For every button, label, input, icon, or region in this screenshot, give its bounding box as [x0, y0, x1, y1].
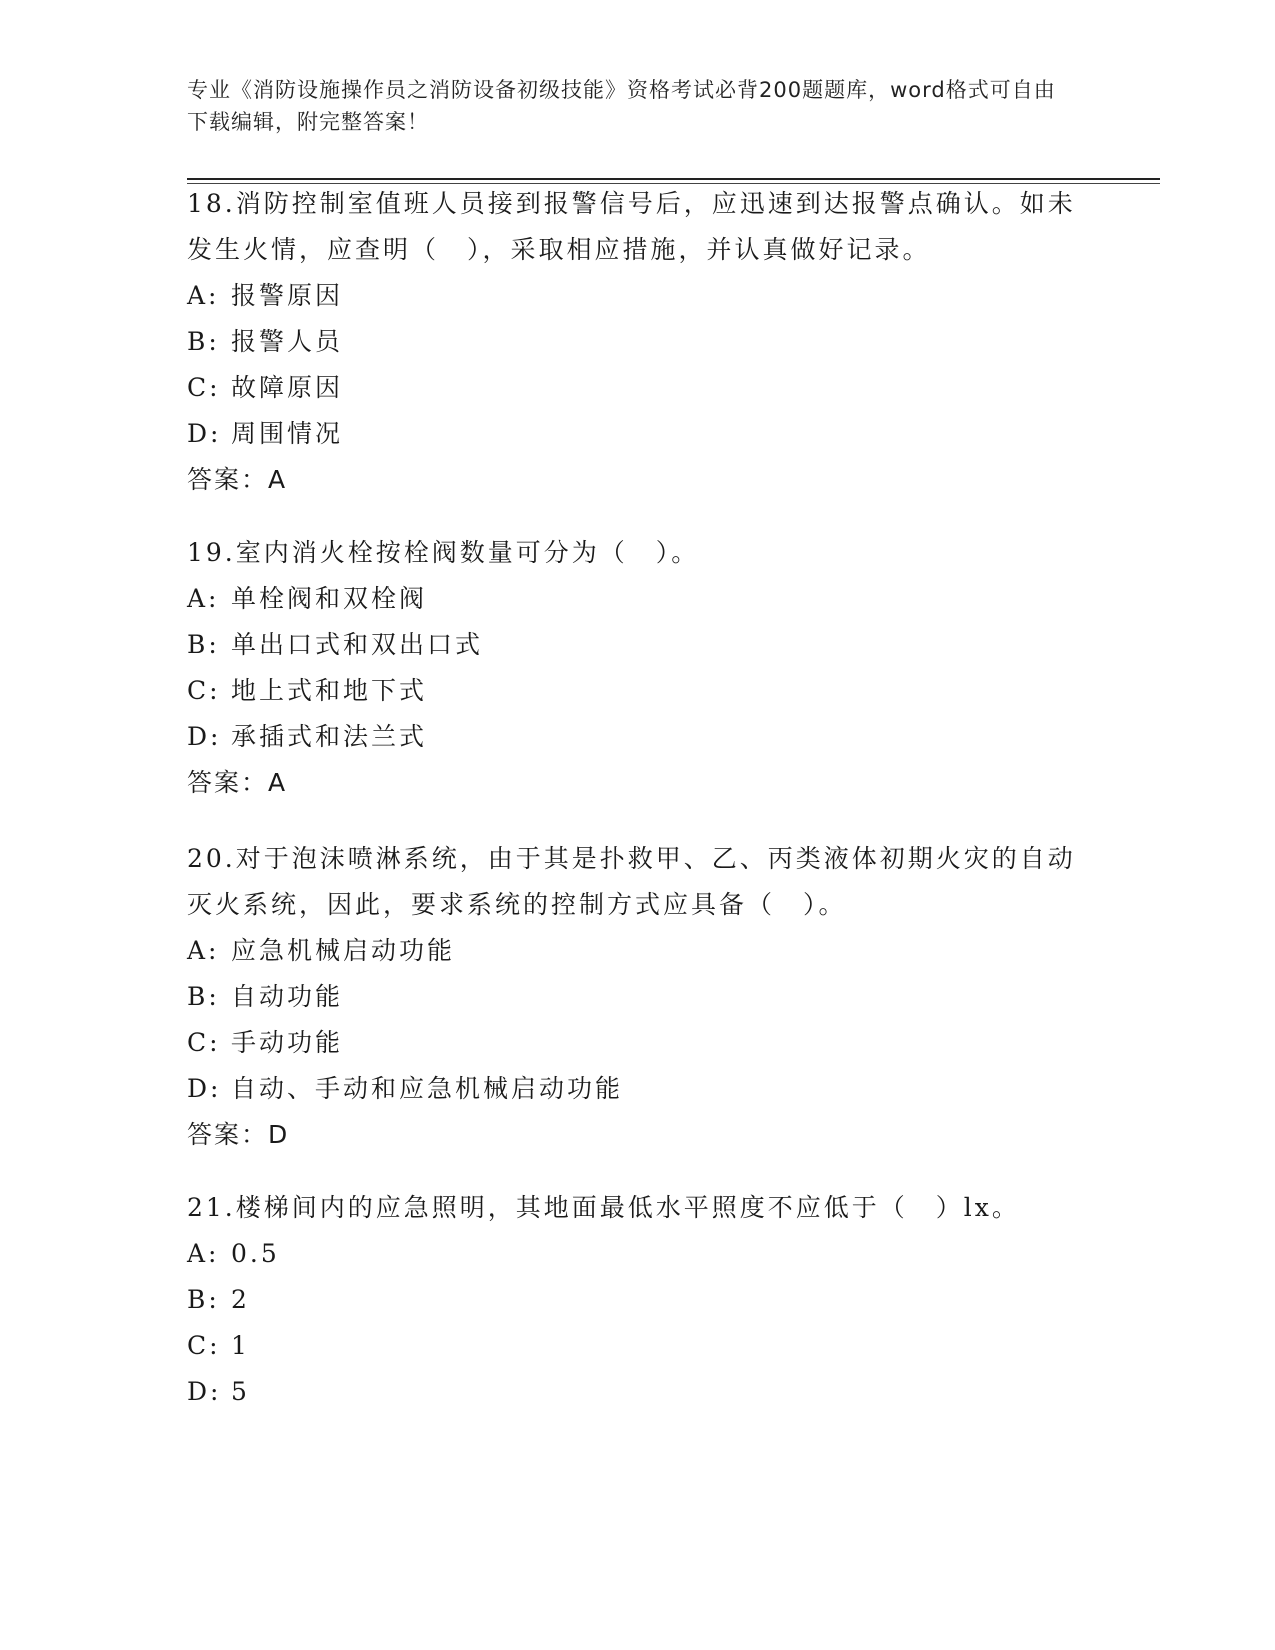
option-text: 地上式和地下式	[231, 676, 428, 705]
option-text: 自动、手动和应急机械启动功能	[231, 1074, 624, 1103]
option-key: C:	[187, 373, 221, 402]
question-21	[187, 1185, 1087, 1415]
option-key: B:	[187, 327, 220, 356]
question-18	[187, 181, 1087, 503]
question-20	[187, 836, 1087, 1158]
option-d	[187, 411, 1087, 457]
option-a	[187, 1231, 1087, 1277]
option-key: A:	[187, 281, 220, 310]
option-c	[187, 1020, 1087, 1066]
option-c	[187, 365, 1087, 411]
option-a	[187, 273, 1087, 319]
header-divider-thick	[187, 178, 1160, 180]
option-key: D:	[187, 1377, 222, 1406]
option-b	[187, 622, 1087, 668]
option-b	[187, 1277, 1087, 1323]
option-text: 报警人员	[231, 327, 344, 356]
option-text: 承插式和法兰式	[231, 722, 428, 751]
option-text: 手动功能	[231, 1028, 344, 1057]
question-19	[187, 530, 1087, 806]
option-d	[187, 1066, 1087, 1112]
option-text: 报警原因	[231, 281, 344, 310]
option-c	[187, 1323, 1087, 1369]
option-key: C:	[187, 1028, 221, 1057]
option-key: B:	[187, 1285, 220, 1314]
option-b	[187, 974, 1087, 1020]
option-key: A:	[187, 584, 220, 613]
option-key: C:	[187, 1331, 221, 1360]
option-text: 周围情况	[231, 419, 344, 448]
option-text: 故障原因	[231, 373, 344, 402]
option-key: D:	[187, 419, 222, 448]
option-text: 1	[231, 1331, 250, 1360]
option-key: A:	[187, 936, 220, 965]
answer-line: 答案：D	[187, 1120, 290, 1149]
question-stem: 21.楼梯间内的应急照明，其地面最低水平照度不应低于（ ）lx。	[187, 1193, 1020, 1222]
option-text: 单出口式和双出口式	[231, 630, 484, 659]
option-key: B:	[187, 630, 220, 659]
option-text: 应急机械启动功能	[231, 936, 456, 965]
option-text: 自动功能	[231, 982, 344, 1011]
option-c	[187, 668, 1087, 714]
option-key: A:	[187, 1239, 220, 1268]
option-key: D:	[187, 722, 222, 751]
option-a	[187, 576, 1087, 622]
option-a	[187, 928, 1087, 974]
question-stem: 18.消防控制室值班人员接到报警信号后，应迅速到达报警点确认。如未发生火情，应查明（ ），采取相应措施，并认真做好记录。	[187, 189, 1076, 264]
option-text: 5	[231, 1377, 250, 1406]
option-text: 2	[231, 1285, 250, 1314]
question-stem: 19.室内消火栓按栓阀数量可分为（ ）。	[187, 538, 700, 567]
option-text: 单栓阀和双栓阀	[231, 584, 428, 613]
option-key: C:	[187, 676, 221, 705]
option-d	[187, 714, 1087, 760]
question-stem: 20.对于泡沫喷淋系统，由于其是扑救甲、乙、丙类液体初期火灾的自动灭火系统，因此，要求系统的控制方式应具备（ ）。	[187, 844, 1076, 919]
answer-line: 答案：A	[187, 768, 288, 797]
option-d	[187, 1369, 1087, 1415]
option-key: D:	[187, 1074, 222, 1103]
answer-line: 答案：A	[187, 465, 288, 494]
option-b	[187, 319, 1087, 365]
option-key: B:	[187, 982, 220, 1011]
option-text: 0.5	[231, 1239, 280, 1268]
document-header: 专业《消防设施操作员之消防设备初级技能》资格考试必背200题题库，word格式可自由下载编辑，附完整答案！	[187, 78, 1056, 134]
